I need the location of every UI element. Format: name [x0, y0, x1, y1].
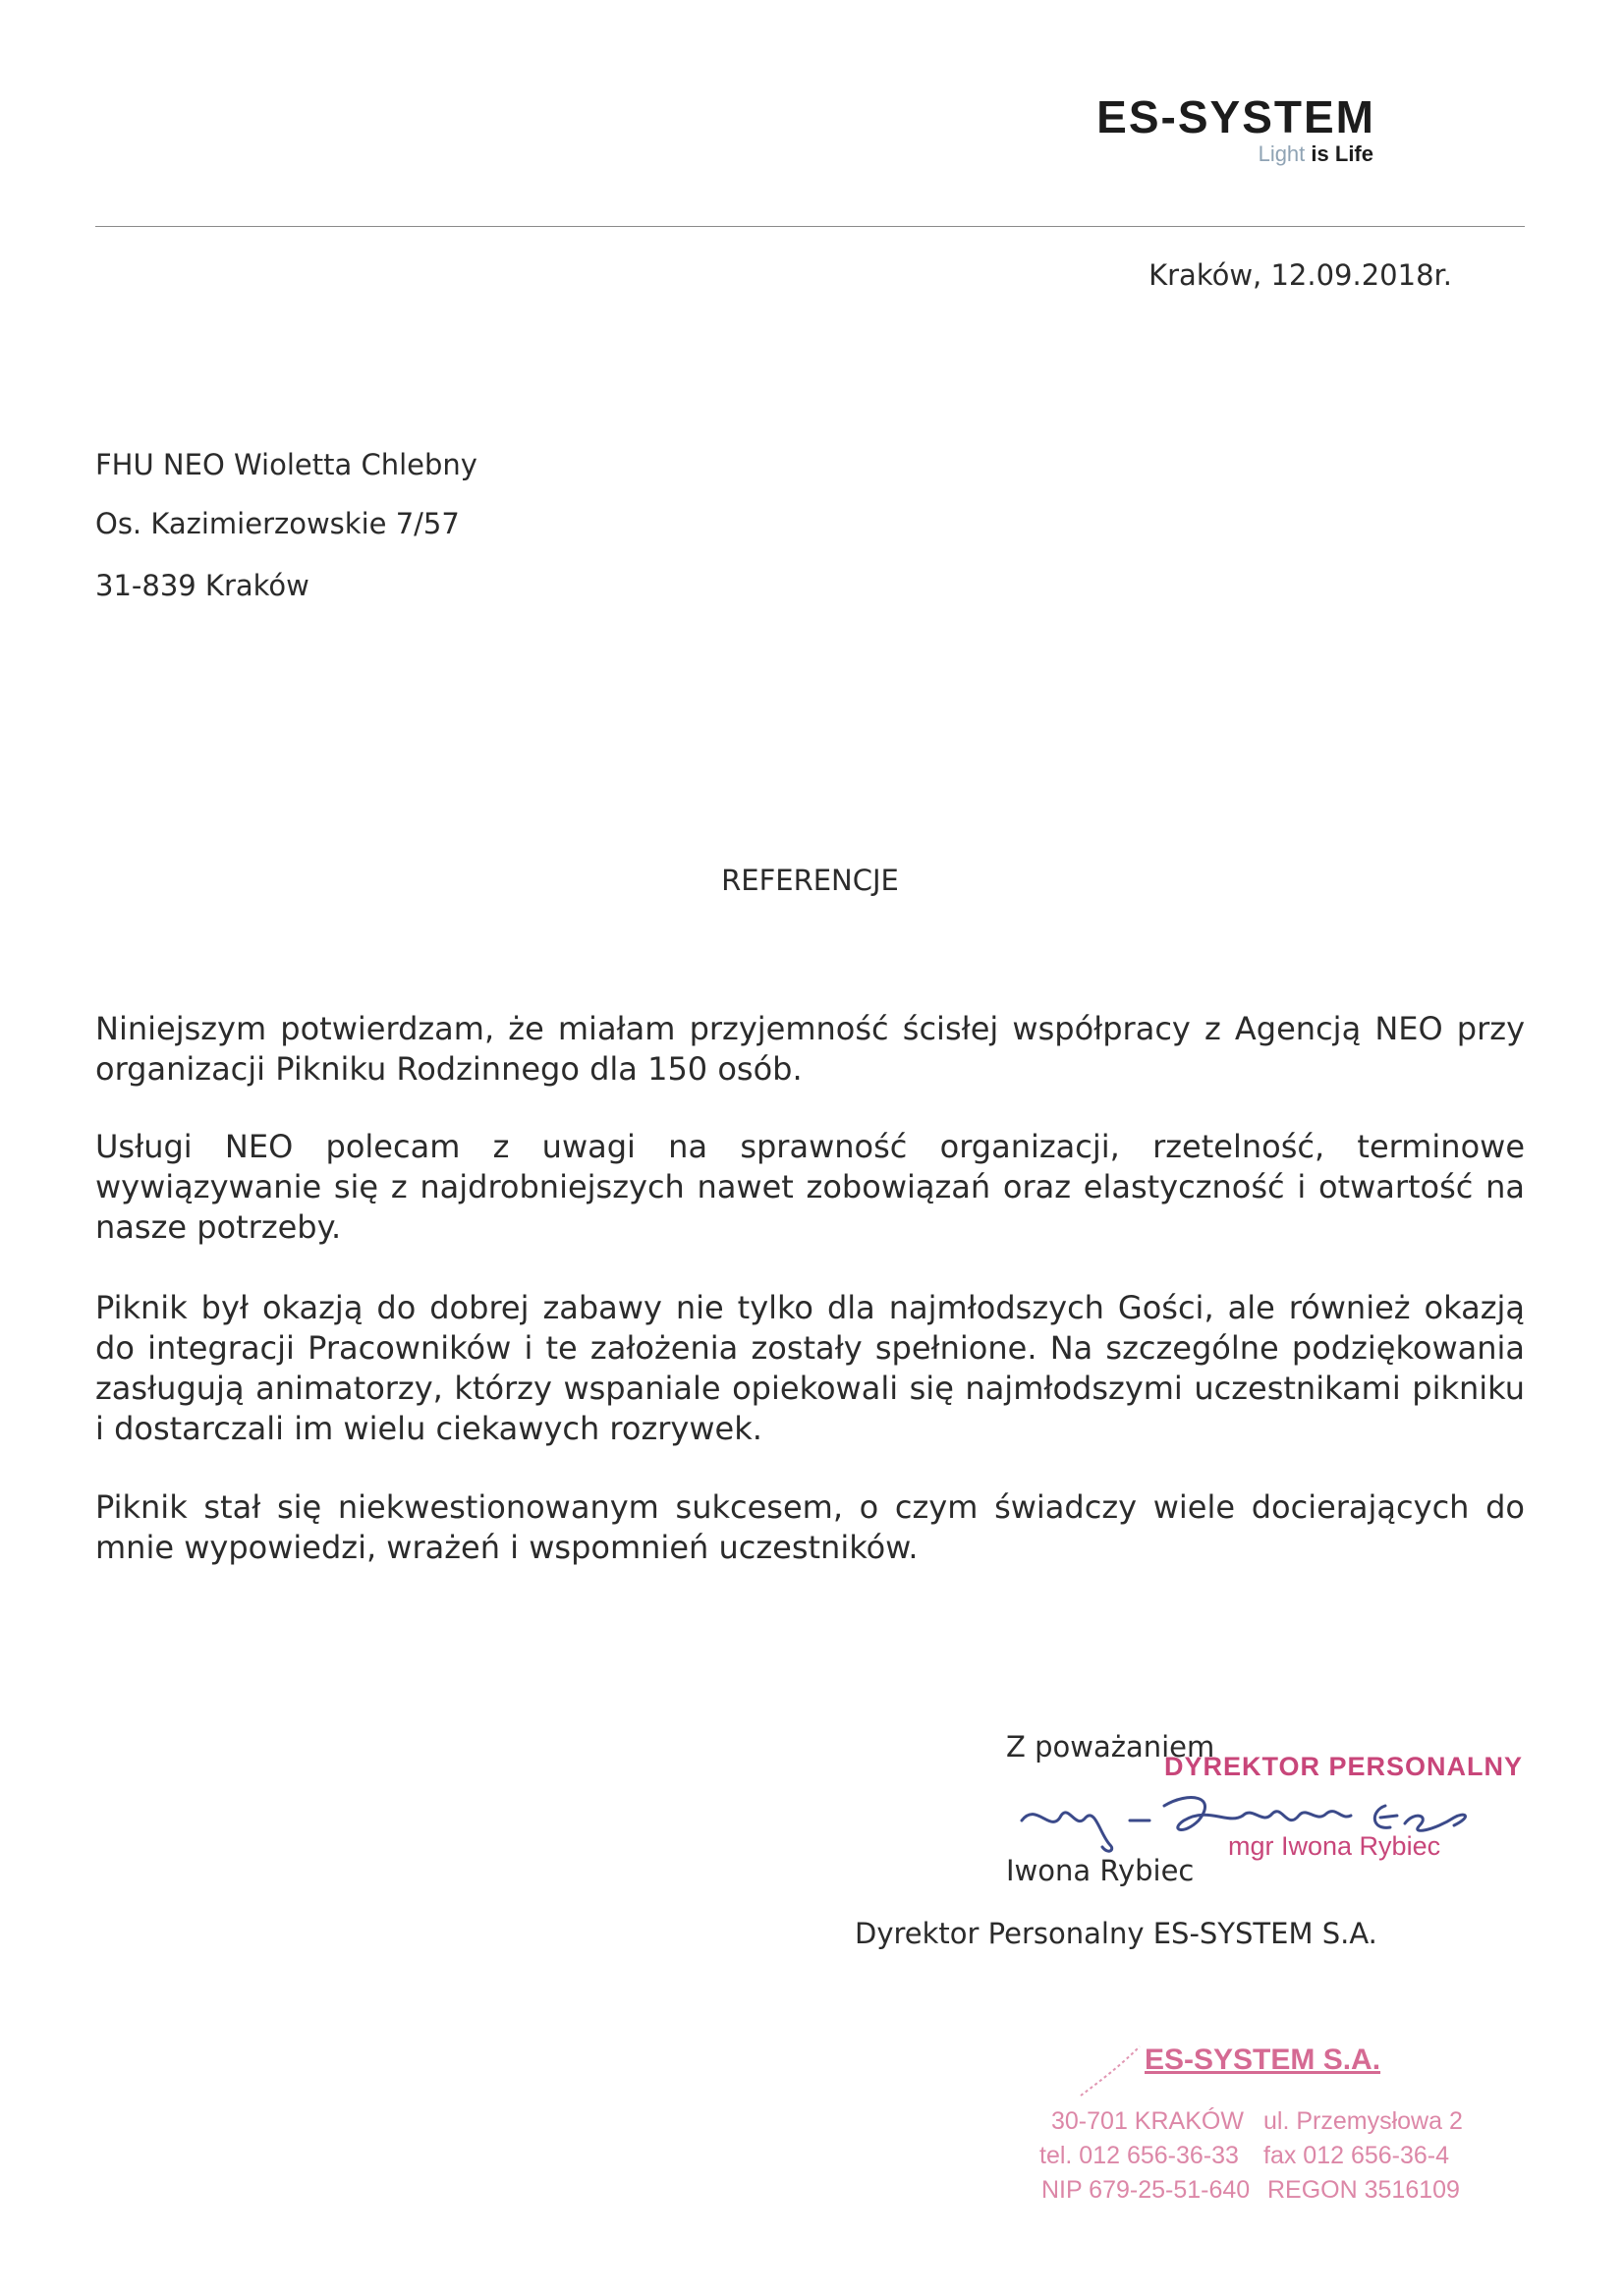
recipient-name: FHU NEO Wioletta Chlebny [95, 448, 477, 481]
letter-date: Kraków, 12.09.2018r. [1148, 258, 1452, 292]
logo-tagline-bold: is Life [1311, 141, 1373, 166]
closing-phrase: Z poważaniem [1006, 1730, 1215, 1764]
position-stamp-title: DYREKTOR PERSONALNY [1164, 1752, 1524, 1781]
body-paragraph: Piknik stał się niekwestionowanym sukcesem, o czym świadczy wiele docierających do mnie wypowiedzi, wrażeń i wspomnień uczestników. [95, 1488, 1525, 1566]
body-paragraph: Piknik był okazją do dobrej zabawy nie tylko dla najmłodszych Gości, ale również okazją do integracji Pracowników i te założenia zostały spełnione. Na szczególne podziękowania zasługują animatorzy, którzy wspaniale opiekowali się najmłodszymi uczestnikami pikniku i dostarczali im wielu ciekawych rozrywek. [95, 1289, 1525, 1447]
company-stamp-street: ul. Przemysłowa 2 [1263, 2107, 1463, 2135]
recipient-street: Os. Kazimierzowskie 7/57 [95, 507, 460, 540]
company-logo: ES-SYSTEM [1096, 91, 1375, 142]
company-stamp-regon: REGON 3516109 [1267, 2176, 1460, 2204]
recipient-city: 31-839 Kraków [95, 569, 309, 602]
company-stamp-city: 30-701 KRAKÓW [1051, 2107, 1244, 2135]
body-paragraph: Usługi NEO polecam z uwagi na sprawność organizacji, rzetelność, terminowe wywiązywanie się z najdrobniejszych nawet zobowiązań oraz elastyczność i otwartość na nasze potrzeby. [95, 1128, 1525, 1246]
header-divider [95, 226, 1525, 227]
company-stamp-nip: NIP 679-25-51-640 [1041, 2176, 1251, 2204]
company-stamp-name: ES-SYSTEM S.A. [1145, 2044, 1381, 2076]
body-paragraph: Niniejszym potwierdzam, że miałam przyjemność ścisłej współpracy z Agencją NEO przy organizacji Pikniku Rodzinnego dla 150 osób. [95, 1010, 1525, 1088]
stamp-swoosh-icon [1076, 2042, 1145, 2100]
company-stamp-phone: tel. 012 656-36-33 [1039, 2142, 1239, 2169]
position-stamp-name: mgr Iwona Rybiec [1228, 1831, 1441, 1861]
logo-tagline-light: Light [1258, 141, 1306, 166]
signer-title: Dyrektor Personalny ES-SYSTEM S.A. [855, 1917, 1377, 1950]
signer-name: Iwona Rybiec [1006, 1854, 1195, 1887]
company-stamp-fax: fax 012 656-36-4 [1263, 2142, 1450, 2169]
document-title: REFERENCJE [721, 864, 899, 897]
logo-tagline [982, 143, 1373, 165]
